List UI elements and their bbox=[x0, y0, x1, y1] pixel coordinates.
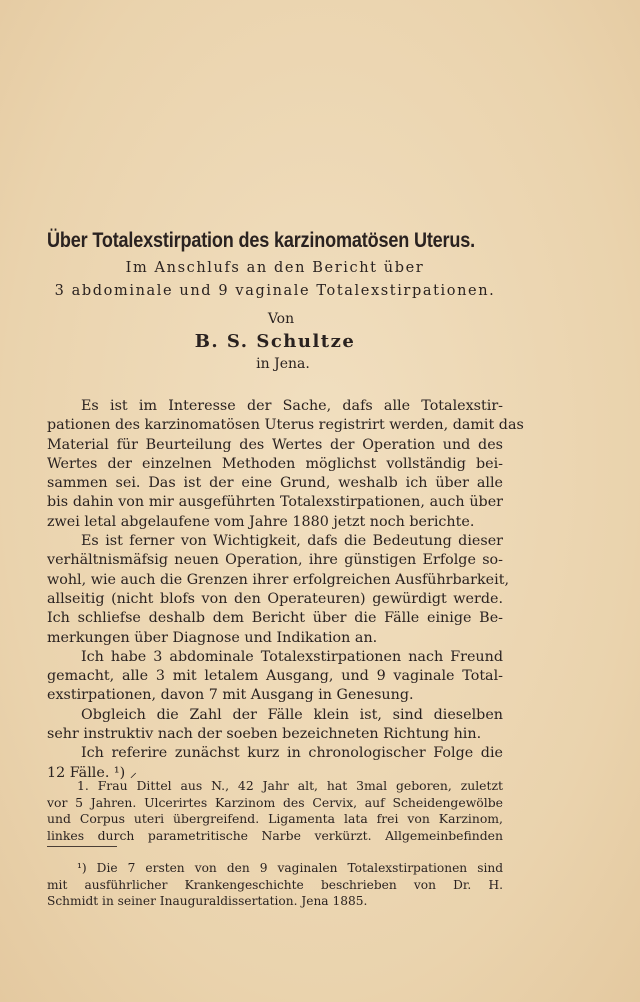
body-line: gemacht, alle 3 mit letalem Ausgang, und 9 vaginale Total- bbox=[47, 668, 503, 685]
case-report bbox=[47, 778, 503, 844]
body-line: exstirpationen, davon 7 mit Ausgang in Genesung. bbox=[47, 687, 414, 704]
subtitle-line-2: 3 abdominale und 9 vaginale Totalexstirpationen. bbox=[54, 283, 496, 299]
body-line: Obgleich die Zahl der Fälle klein ist, sind dieselben bbox=[81, 706, 503, 723]
article-title: Über Totalexstirpation des karzinomatösen Uterus. bbox=[47, 228, 475, 252]
body-line: allseitig (nicht blofs von den Operateuren) gewürdigt werde. bbox=[47, 590, 503, 607]
case-line: 1. Frau Dittel aus N., 42 Jahr alt, hat 3mal geboren, zuletzt bbox=[77, 778, 503, 793]
body-line: sehr instruktiv nach der soeben bezeichneten Richtung hin. bbox=[47, 726, 482, 743]
author-name: B. S. Schultze bbox=[194, 331, 356, 352]
body-line: Es ist im Interesse der Sache, dafs alle Totalexstir- bbox=[81, 398, 503, 414]
case-line: linkes durch parametritische Narbe verkürzt. Allgemeinbefinden bbox=[47, 827, 503, 843]
body-line: Material für Beurteilung des Wertes der Operation und des bbox=[47, 436, 503, 453]
byline: Von bbox=[267, 311, 295, 327]
body-line: Ich referire zunächst kurz in chronologischer Folge die bbox=[81, 745, 503, 762]
footnote-rule bbox=[47, 846, 117, 847]
body-text bbox=[47, 397, 524, 783]
author-location: in Jena. bbox=[256, 356, 310, 372]
body-line: Es ist ferner von Wichtigkeit, dafs die Bedeutung dieser bbox=[81, 533, 503, 550]
body-line: Ich habe 3 abdominale Totalexstirpationen nach Freund bbox=[81, 648, 503, 665]
body-line: Wertes der einzelnen Methoden möglichst vollständig bei- bbox=[47, 455, 503, 472]
body-line: Ich schliefse deshalb dem Bericht über die Fälle einige Be- bbox=[47, 610, 503, 627]
case-line: vor 5 Jahren. Ulcerirtes Karzinom des Cervix, auf Scheidengewölbe bbox=[47, 794, 503, 810]
footnote-line: Schmidt in seiner Inauguraldissertation. Jena 1885. bbox=[47, 894, 368, 908]
body-line: pationen des karzinomatösen Uterus registrirt werden, damit das bbox=[47, 417, 524, 434]
case-line: und Corpus uteri übergreifend. Ligamenta lata frei von Karzinom, bbox=[47, 811, 503, 826]
footnote-line: mit ausführlicher Krankengeschichte beschrieben von Dr. H. bbox=[47, 877, 503, 892]
body-line: wohl, wie auch die Grenzen ihrer erfolgreichen Ausführbarkeit, bbox=[47, 571, 509, 588]
footnote-line: ¹) Die 7 ersten von den 9 vaginalen Totalexstirpationen sind bbox=[77, 861, 503, 875]
body-line: bis dahin von mir ausgeführten Totalexstirpationen, auch über bbox=[47, 494, 503, 511]
body-line: verhältnismäfsig neuen Operation, ihre günstigen Erfolge so- bbox=[47, 552, 503, 569]
body-line: 12 Fälle. ¹) ⸝ bbox=[47, 764, 137, 781]
body-line: merkungen über Diagnose und Indikation an. bbox=[47, 629, 378, 646]
body-line: zwei letal abgelaufene vom Jahre 1880 jetzt noch berichte. bbox=[47, 513, 475, 530]
body-line: sammen sei. Das ist der eine Grund, weshalb ich über alle bbox=[47, 475, 503, 492]
footnote bbox=[47, 860, 503, 910]
subtitle-line-1: Im Anschlufs an den Bericht über bbox=[125, 260, 425, 276]
